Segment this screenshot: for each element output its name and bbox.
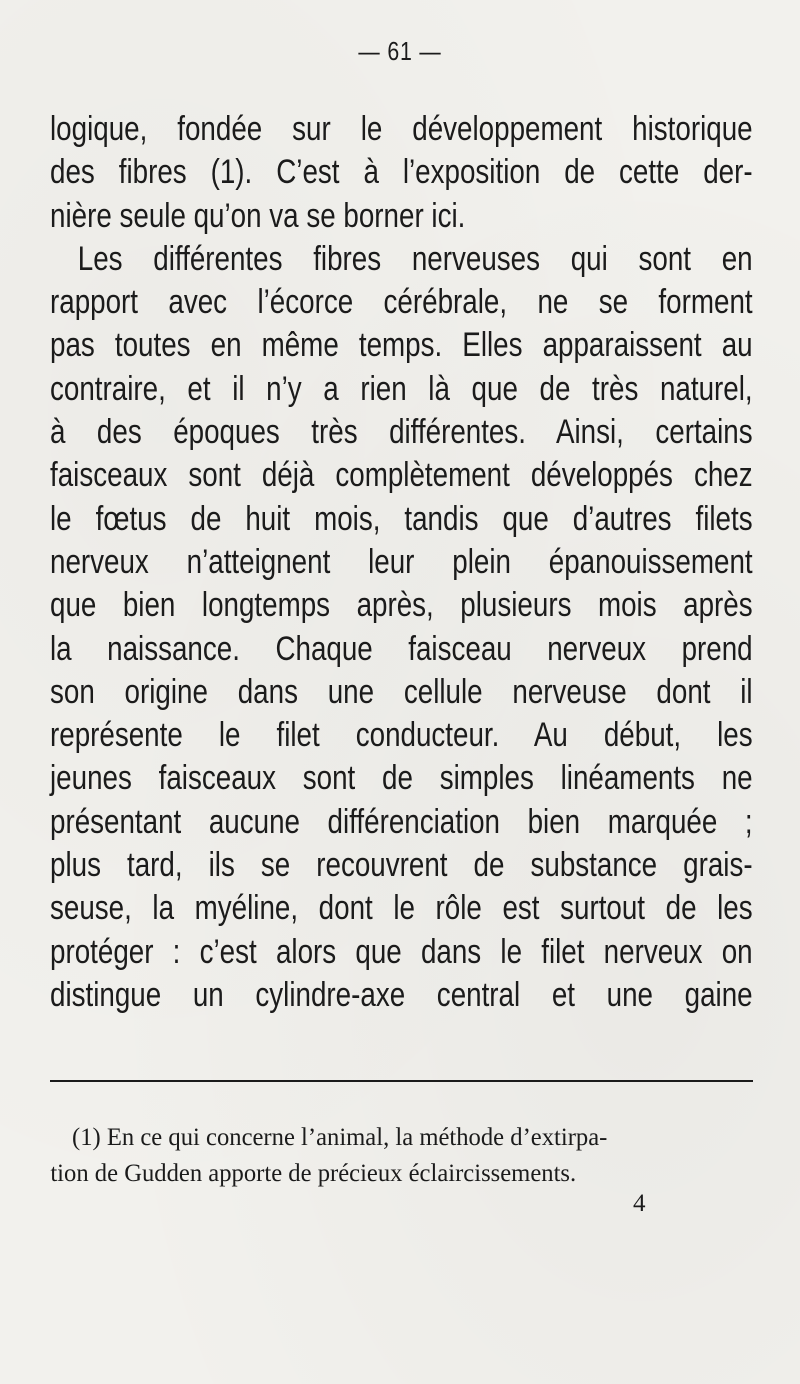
footnote-line: (1) En ce qui concerne l’animal, la méthode d’extirpa- (72, 1124, 608, 1151)
body-text (50, 108, 753, 1017)
text-line: présentant aucune différenciation bien marquée ; (50, 802, 753, 841)
text-line: jeunes faisceaux sont de simples linéaments ne (50, 759, 753, 798)
footnote-divider (50, 1080, 753, 1082)
footnote-line: tion de Gudden apporte de précieux éclaircissements. (50, 1160, 577, 1187)
text-line: nerveux n’atteignent leur plein épanouissement (50, 542, 753, 581)
page-number: — 61 — (358, 36, 442, 66)
text-line: des fibres (1). C’est à l’exposition de cette der- (50, 153, 753, 192)
text-line: à des époques très différentes. Ainsi, certains (50, 413, 753, 452)
text-line: que bien longtemps après, plusieurs mois après (50, 586, 753, 625)
text-line: protéger : c’est alors que dans le filet nerveux on (50, 932, 753, 971)
text-line: son origine dans une cellule nerveuse dont il (50, 672, 753, 711)
text-line: le fœtus de huit mois, tandis que d’autres filets (50, 499, 753, 538)
footnote (50, 1120, 752, 1192)
text-line: pas toutes en même temps. Elles apparaissent au (50, 326, 753, 365)
text-line: nière seule qu’on va se borner ici. (50, 196, 466, 235)
text-line: Les différentes fibres nerveuses qui sont en (77, 239, 753, 278)
text-line: représente le filet conducteur. Au début, les (50, 716, 753, 755)
text-line: contraire, et il n’y a rien là que de très naturel, (50, 369, 753, 408)
text-line: seuse, la myéline, dont le rôle est surtout de les (50, 889, 753, 928)
text-line: la naissance. Chaque faisceau nerveux prend (50, 629, 753, 668)
text-line: rapport avec l’écorce cérébrale, ne se forment (50, 283, 753, 322)
text-line: plus tard, ils se recouvrent de substance grais- (50, 846, 753, 885)
signature-mark: 4 (633, 1190, 646, 1217)
text-line: distingue un cylindre-axe central et une gaine (50, 975, 753, 1014)
text-line: faisceaux sont déjà complètement développés chez (50, 456, 753, 495)
text-line: logique, fondée sur le développement historique (50, 110, 753, 148)
